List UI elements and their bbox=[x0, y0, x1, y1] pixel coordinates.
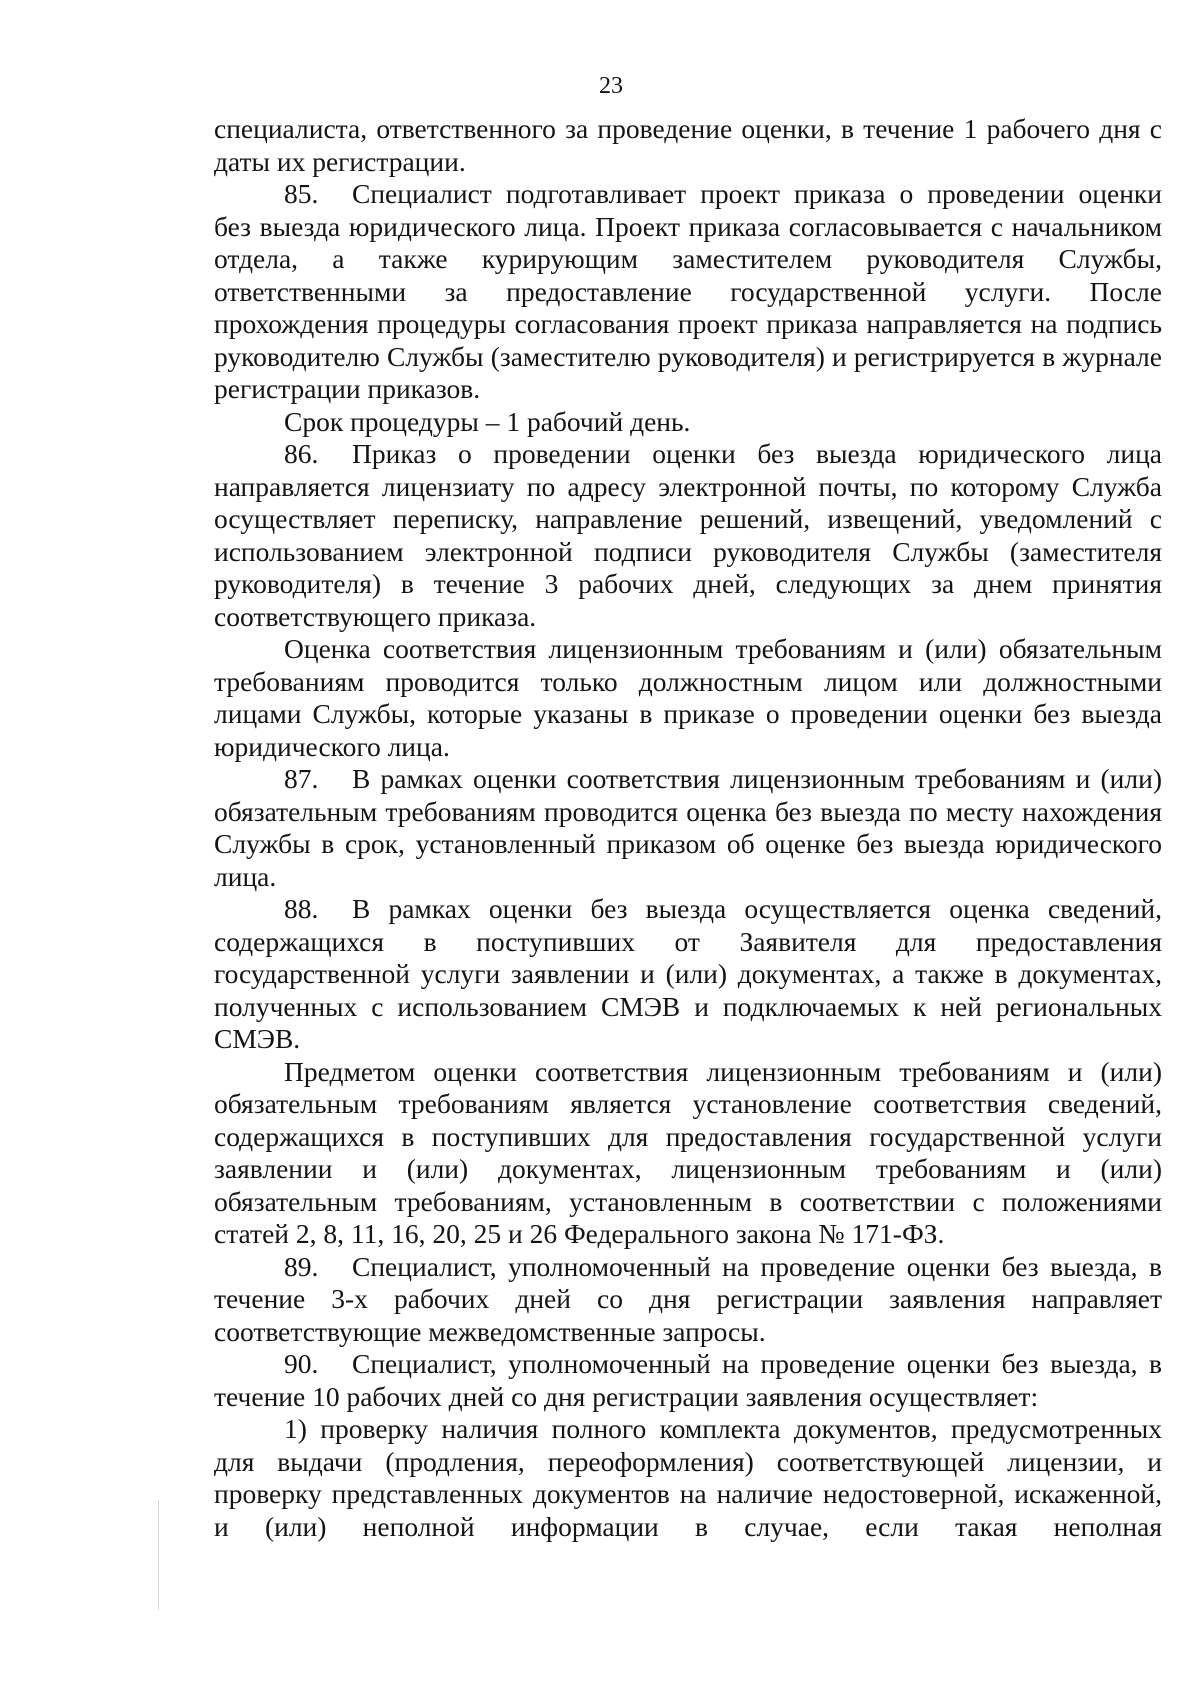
paragraph-assessment-officials bbox=[214, 633, 1162, 763]
paragraph-86 bbox=[214, 438, 1162, 633]
paragraph-text: Оценка соответствия лицензионным требованиям и (или) обязательным требованиям проводится только должностным лицом или должностными лицами Службы, которые указаны в приказе о проведении оценки без выезда юридического лица. bbox=[214, 633, 1162, 762]
paragraph-number: 89. bbox=[284, 1250, 319, 1282]
paragraph-continuation bbox=[214, 113, 1162, 178]
paragraph-text: Специалист подготавливает проект приказа о проведении оценки без выезда юридического лица. Проект приказа согласовывается с начальником отдела, а также курирующим заместителем руководителя Службы, ответственными за предоставление государственной услуги. После прохождения процедуры согласования проект приказа направляется на подпись руководителю Службы (заместителю руководителя) и регистрируется в журнале регистрации приказов. bbox=[214, 178, 1162, 404]
paragraph-text: 1) проверку наличия полного комплекта документов, предусмотренных для выдачи (продления, переоформления) соответствующей лицензии, и проверку представленных документов на наличие недостоверной, искаженной, и (или) неполной информации в случае, если такая неполная bbox=[214, 1413, 1162, 1542]
paragraph-procedure-term bbox=[214, 406, 1162, 439]
paragraph-85 bbox=[214, 178, 1162, 406]
paragraph-87 bbox=[214, 763, 1162, 893]
paragraph-number: 87. bbox=[284, 763, 319, 794]
paragraph-text: Приказ о проведении оценки без выезда юридического лица направляется лицензиату по адресу электронной почты, по которому Служба осуществляет переписку, направление решений, извещений, уведомлений с использованием электронной подписи руководителя Службы (заместителя руководителя) в течение 3 рабочих дней, следующих за днем принятия соответствующего приказа. bbox=[214, 438, 1162, 632]
document-body bbox=[214, 113, 1162, 1543]
paragraph-text: В рамках оценки без выезда осуществляется оценка сведений, содержащихся в поступивших от Заявителя для предоставления государственной услуги заявлении и (или) документах, а также в документах, полученных с использованием СМЭВ и подключаемых к ней региональных СМЭВ. bbox=[214, 893, 1162, 1054]
paragraph-text: специалиста, ответственного за проведение оценки, в течение 1 рабочего дня с даты их регистрации. bbox=[214, 113, 1162, 177]
paragraph-90 bbox=[214, 1348, 1162, 1413]
page-number: 23 bbox=[599, 73, 623, 99]
paragraph-number: 86. bbox=[284, 438, 319, 469]
paragraph-number: 90. bbox=[284, 1348, 319, 1379]
paragraph-number: 88. bbox=[284, 893, 319, 924]
paragraph-text: Срок процедуры – 1 рабочий день. bbox=[284, 405, 691, 437]
paragraph-text: Предметом оценки соответствия лицензионным требованиям и (или) обязательным требованиям является установление соответствия сведений, содержащихся в поступивших для предоставления государственной услуги заявлении и (или) документах, лицензионным требованиям и (или) обязательным требованиям, установленным в соответствии с положениями статей 2, 8, 11, 16, 20, 25 и 26 Федерального закона № 171-ФЗ. bbox=[214, 1055, 1162, 1249]
paragraph-88 bbox=[214, 893, 1162, 1056]
scan-margin-mark bbox=[158, 1500, 159, 1610]
paragraph-text: Специалист, уполномоченный на проведение оценки без выезда, в течение 3-х рабочих дней со дня регистрации заявления направляет соответствующие межведомственные запросы. bbox=[214, 1250, 1162, 1347]
paragraph-item-1 bbox=[214, 1413, 1162, 1543]
paragraph-text: Специалист, уполномоченный на проведение оценки без выезда, в течение 10 рабочих дней со дня регистрации заявления осуществляет: bbox=[214, 1348, 1162, 1412]
paragraph-assessment-subject bbox=[214, 1056, 1162, 1251]
paragraph-89 bbox=[214, 1251, 1162, 1349]
paragraph-text: В рамках оценки соответствия лицензионным требованиям и (или) обязательным требованиям проводится оценка без выезда по месту нахождения Службы в срок, установленный приказом об оценке без выезда юридического лица. bbox=[214, 763, 1162, 892]
paragraph-number: 85. bbox=[284, 178, 319, 209]
